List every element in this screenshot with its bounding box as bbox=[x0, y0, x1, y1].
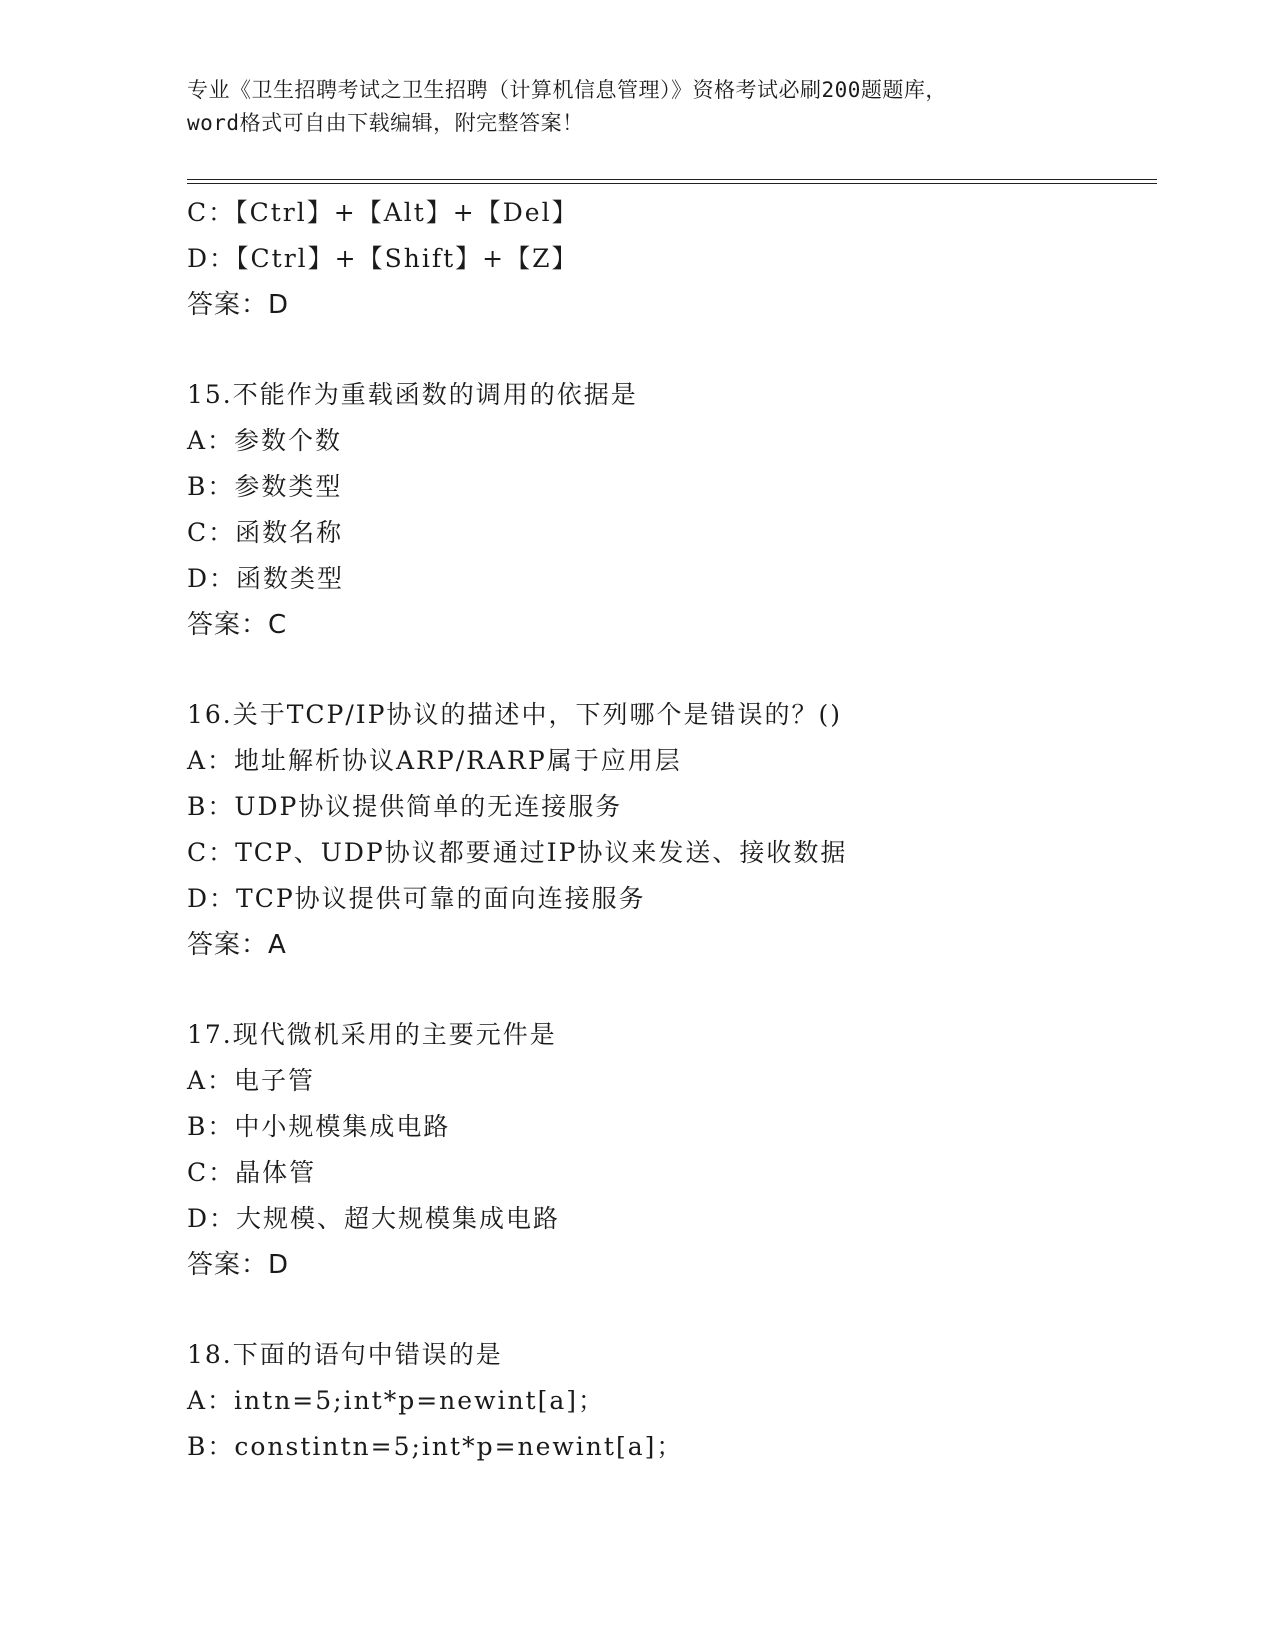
option-a: A：电子管 bbox=[187, 1066, 316, 1095]
question-16 bbox=[187, 692, 1147, 968]
header-divider-bottom bbox=[187, 183, 1157, 184]
spacer bbox=[187, 968, 1147, 1012]
question-15 bbox=[187, 372, 1147, 648]
option-c: C：函数名称 bbox=[187, 518, 344, 547]
question-list bbox=[187, 190, 1147, 1470]
spacer bbox=[187, 648, 1147, 692]
option-b: B：constintn=5;int*p=newint[a]； bbox=[187, 1432, 684, 1461]
answer-line: 答案：D bbox=[187, 290, 290, 320]
option-d: D：函数类型 bbox=[187, 564, 345, 593]
spacer bbox=[187, 1288, 1147, 1332]
header-title-line-1: 专业《卫生招聘考试之卫生招聘（计算机信息管理）》资格考试必刷200题题库， bbox=[187, 78, 947, 102]
spacer bbox=[187, 328, 1147, 372]
option-b: B：中小规模集成电路 bbox=[187, 1112, 451, 1141]
header-divider-top bbox=[187, 179, 1157, 180]
option-b: B：UDP协议提供简单的无连接服务 bbox=[187, 792, 623, 821]
question-stem: 18.下面的语句中错误的是 bbox=[187, 1340, 503, 1369]
option-c: C：TCP、UDP协议都要通过IP协议来发送、接收数据 bbox=[187, 838, 848, 867]
question-stem: 17.现代微机采用的主要元件是 bbox=[187, 1020, 557, 1049]
question-stem: 15.不能作为重载函数的调用的依据是 bbox=[187, 380, 638, 409]
option-d: D：【Ctrl】+【Shift】+【Z】 bbox=[187, 244, 579, 273]
answer-line: 答案：D bbox=[187, 1250, 290, 1280]
option-a: A：参数个数 bbox=[187, 426, 343, 455]
header-title-line-2: word格式可自由下载编辑，附完整答案！ bbox=[187, 111, 584, 135]
answer-line: 答案：A bbox=[187, 930, 287, 960]
answer-line: 答案：C bbox=[187, 610, 288, 640]
option-c: C：晶体管 bbox=[187, 1158, 317, 1187]
option-a: A：intn=5;int*p=newint[a]； bbox=[187, 1386, 606, 1415]
option-d: D：大规模、超大规模集成电路 bbox=[187, 1204, 561, 1233]
option-a: A：地址解析协议ARP/RARP属于应用层 bbox=[187, 746, 682, 775]
question-14-continued bbox=[187, 190, 1147, 328]
question-17 bbox=[187, 1012, 1147, 1288]
option-b: B：参数类型 bbox=[187, 472, 343, 501]
question-stem: 16.关于TCP/IP协议的描述中，下列哪个是错误的？() bbox=[187, 700, 843, 729]
option-c: C：【Ctrl】+【Alt】+【Del】 bbox=[187, 198, 579, 227]
option-d: D：TCP协议提供可靠的面向连接服务 bbox=[187, 884, 646, 913]
question-18 bbox=[187, 1332, 1147, 1470]
document-header bbox=[187, 74, 1087, 140]
